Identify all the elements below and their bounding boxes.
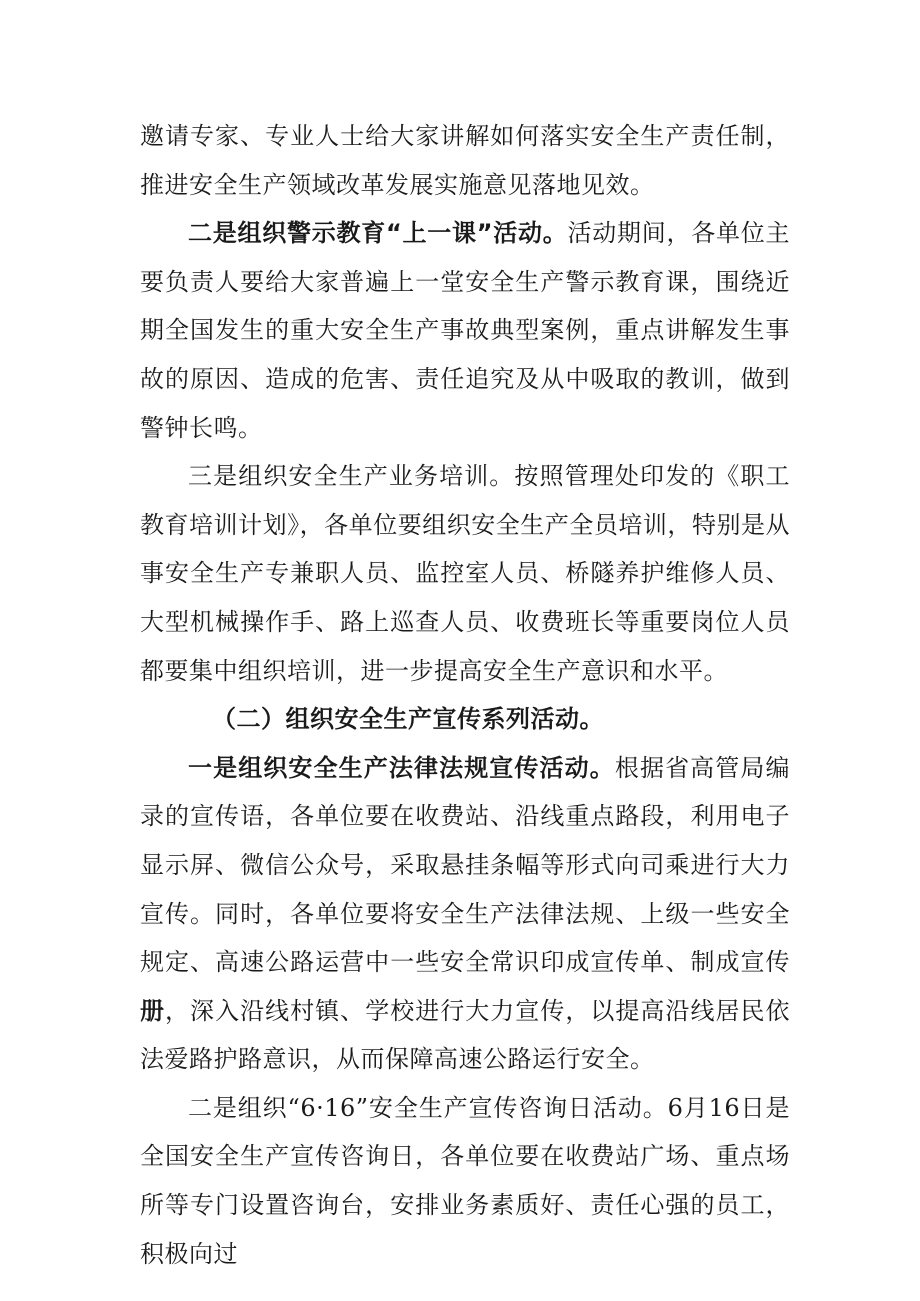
paragraph-text: 二是组织“6·16”安全生产宣传咨询日活动。6月16日是全国安全生产宣传咨询日，各单位要在收费站广场、重点场所等专门设置咨询台，安排业务素质好、责任心强的员工，积极向过 xyxy=(140,1093,790,1268)
paragraph-consultation-day xyxy=(140,1084,790,1278)
document-body xyxy=(140,112,790,1278)
paragraph-text: 三是组织安全生产业务培训。按照管理处印发的《职工教育培训计划》，各单位要组织安全生产全员培训，特别是从事安全生产专兼职人员、监控室人员、桥隧养护维修人员、大型机械操作手、路上巡查人员、收费班长等重要岗位人员都要集中组织培训，进一步提高安全生产意识和水平。 xyxy=(140,462,790,685)
paragraph-text: ，深入沿线村镇、学校进行大力宣传，以提高沿线居民依法爱路护路意识，从而保障高速公路运行安全。 xyxy=(140,996,791,1074)
paragraph-lead: 二是组织警示教育“上一课”活动。 xyxy=(188,219,568,248)
paragraph-warning-education xyxy=(140,209,790,452)
paragraph-continuation xyxy=(140,112,790,209)
paragraph-text: 活动期间，各单位主要负责人要给大家普遍上一堂安全生产警示教育课，围绕近期全国发生的重大安全生产事故典型案例，重点讲解发生事故的原因、造成的危害、责任追究及从中吸取的教训，做到警钟长鸣。 xyxy=(140,219,790,442)
paragraph-text: 邀请专家、专业人士给大家讲解如何落实安全生产责任制，推进安全生产领域改革发展实施意见落地见效。 xyxy=(140,122,790,199)
paragraph-lead: 一是组织安全生产法律法规宣传活动。 xyxy=(188,753,615,782)
paragraph-bold-char: 册 xyxy=(140,996,166,1025)
section-heading-text: （二）组织安全生产宣传系列活动。 xyxy=(212,705,604,734)
paragraph-law-publicity xyxy=(140,744,790,1084)
section-heading xyxy=(140,695,790,744)
paragraph-business-training xyxy=(140,452,790,695)
paragraph-text: 根据省高管局编录的宣传语，各单位要在收费站、沿线重点路段，利用电子显示屏、微信公众号，采取悬挂条幅等形式向司乘进行大力宣传。同时，各单位要将安全生产法律法规、上级一些安全规定、高速公路运营中一些安全常识印成宣传单、制成宣传 xyxy=(140,753,791,977)
